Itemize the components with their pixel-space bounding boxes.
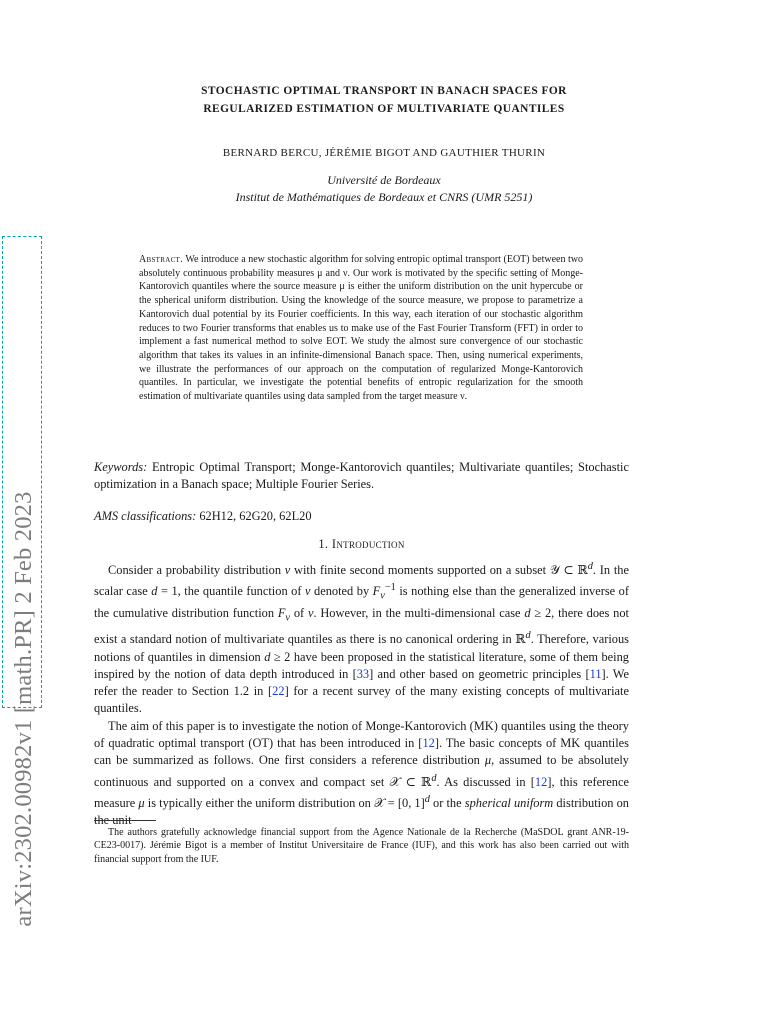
ams-classifications	[94, 509, 629, 524]
intro-paragraph-2: The aim of this paper is to investigate the notion of Monge-Kantorovich (MK) quantiles using the theory of quadratic optimal transport (OT) that has been introduced in [12]. The basic concepts of MK quantiles can be summarized as follows. One first considers a reference distribution μ, assumed to be absolutely continuous and supported on a convex and compact set 𝒳 ⊂ ℝ$^d$. As discussed in [12], this reference measure μ is typically either the uniform distribution on 𝒳 = [0, 1]$^d$ or the spherical uniform distribution on the unit	[94, 718, 629, 828]
keywords-text: Entropic Optimal Transport; Monge-Kantorovich quantiles; Multivariate quantiles; Stochastic optimization in a Banach space; Multiple Fourier Series.	[94, 460, 629, 492]
section-title: Introduction	[331, 537, 405, 551]
affiliation-line: Université de Bordeaux	[327, 173, 441, 187]
affiliation-line: Institut de Mathématiques de Bordeaux et CNRS (UMR 5251)	[235, 190, 533, 204]
affiliation	[120, 172, 648, 206]
intro-body	[94, 558, 629, 830]
citation-link[interactable]: 33	[356, 666, 370, 681]
abstract-label: Abstract.	[139, 254, 183, 265]
citation-link[interactable]: 12	[422, 735, 435, 750]
citation-link[interactable]: 22	[272, 684, 285, 699]
section-heading	[94, 537, 629, 552]
section-number: 1.	[318, 537, 329, 551]
footnote: The authors gratefully acknowledge financial support from the Agence Nationale de la Recherche (MaSDOL grant ANR-19-CE23-0017). Jérémie Bigot is a member of Institut Universitaire de France (IUF), and this work has also been carried out with financial support from the IUF.	[94, 827, 629, 865]
ams-label: AMS classifications:	[94, 509, 197, 523]
keywords-label: Keywords:	[94, 460, 148, 474]
title-line: STOCHASTIC OPTIMAL TRANSPORT IN BANACH SPACES FOR	[201, 85, 567, 97]
keywords	[94, 459, 629, 493]
ams-codes: 62H12, 62G20, 62L20	[199, 509, 312, 523]
title-line: REGULARIZED ESTIMATION OF MULTIVARIATE QUANTILES	[203, 103, 565, 115]
author-list: BERNARD BERCU, JÉRÉMIE BIGOT AND GAUTHIER THURIN	[222, 147, 546, 159]
arxiv-identifier: arXiv:2302.00982v1 [math.PR] 2 Feb 2023	[10, 491, 37, 927]
arxiv-side-stamp	[2, 236, 42, 927]
citation-link[interactable]: 11	[589, 666, 602, 681]
citation-link[interactable]: 12	[534, 774, 548, 789]
intro-paragraph-1: Consider a probability distribution ν with finite second moments supported on a subset 𝒴 ⊂ ℝ$^d$. In the scalar case d = 1, the quantile function of ν denoted by $F_\nu^{-1}$ is nothing else than the generalized inverse of the cumulative distribution function $F_\nu$ of ν. However, in the multi-dimensional case d ≥ 2, there does not exist a standard notion of multivariate quantiles as there is no canonical ordering in ℝ$^d$. Therefore, various notions of quantiles in dimension d ≥ 2 have been proposed in the statistical literature, some of them being inspired by the notion of data depth introduced in [33] and other based on geometric principles [11]. We refer the reader to Section 1.2 in [22] for a recent survey of the many existing concepts of multivariate quantiles.	[94, 561, 630, 716]
abstract-text: We introduce a new stochastic algorithm for solving entropic optimal transport (EOT) between two absolutely continuous probability measures μ and ν. Our work is motivated by the specific setting of Monge-Kantorovich quantiles where the source measure μ is either the uniform distribution on the unit hypercube or the spherical uniform distribution. Using the knowledge of the source measure, we propose to parametrize a Kantorovich dual potential by its Fourier coefficients. In this way, each iteration of our stochastic algorithm reduces to two Fourier transforms that enables us to make use of the Fast Fourier Transform (FFT) in order to implement a fast numerical method to solve EOT. We study the almost sure convergence of our stochastic algorithm that takes its values in an infinite-dimensional Banach space. Then, using numerical experiments, we illustrate the performances of our approach on the computation of regularized Monge-Kantorovich quantiles. In particular, we investigate the potential benefits of entropic regularization for the smooth estimation of multivariate quantiles using data sampled from the target measure ν.	[139, 254, 584, 403]
paper-title	[120, 82, 648, 118]
footnote-rule	[94, 820, 156, 821]
abstract	[139, 253, 583, 404]
